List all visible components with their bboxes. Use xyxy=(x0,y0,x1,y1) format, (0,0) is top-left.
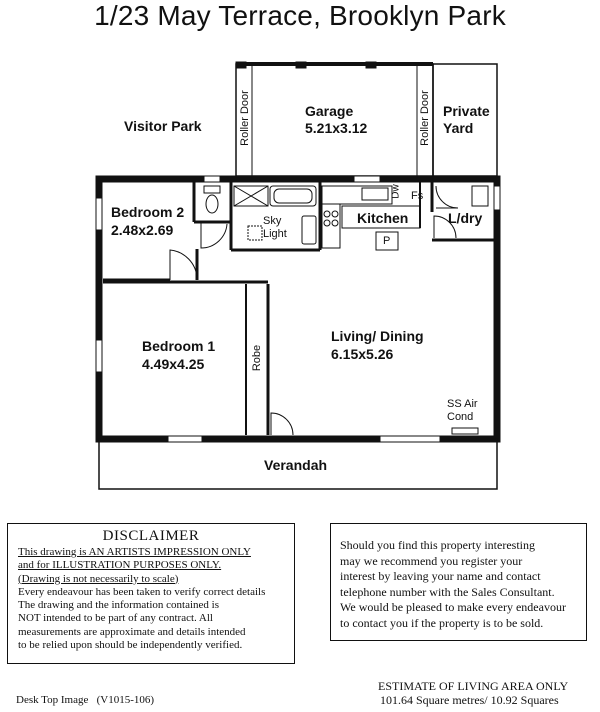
contact-line: interest by leaving your name and contact xyxy=(340,569,541,583)
page-title: 1/23 May Terrace, Brooklyn Park xyxy=(94,0,506,31)
visitor-park-label: Visitor Park xyxy=(124,118,202,134)
kitchen-dw-label: Dw xyxy=(390,184,402,199)
bedroom2-size: 2.48x2.69 xyxy=(111,222,174,238)
air-cond-label-line2: Cond xyxy=(447,411,474,423)
toilet-door-swing xyxy=(201,222,227,248)
disclaimer-line: The drawing and the information contained is xyxy=(18,599,219,612)
garage-name: Garage xyxy=(305,103,354,119)
vanity-basin xyxy=(302,216,316,244)
disclaimer-line: (Drawing is not necessarily to scale) xyxy=(18,572,179,585)
laundry-door-swing xyxy=(436,186,458,208)
disclaimer-box xyxy=(7,523,295,664)
disclaimer-line: NOT intended to be part of any contract. All xyxy=(18,612,213,625)
air-cond-label-line1: SS Air xyxy=(447,398,478,410)
contact-line: Should you find this property interesting xyxy=(340,538,535,552)
contact-box xyxy=(330,523,587,641)
living-size: 6.15x5.26 xyxy=(331,346,394,362)
disclaimer-line: to be relied upon should be independently verified. xyxy=(18,639,243,652)
disclaimer-heading: DISCLAIMER xyxy=(102,528,200,544)
air-conditioner-unit xyxy=(452,428,478,434)
robe-label: Robe xyxy=(251,344,263,372)
private-yard-label-line2: Yard xyxy=(443,120,474,136)
skylight-label-line1: Sky xyxy=(263,215,282,227)
contact-line: to contact you if the property is to be sold. xyxy=(340,615,544,630)
bedroom1-name: Bedroom 1 xyxy=(142,338,216,354)
disclaimer-line: Every endeavour has been taken to verify correct details xyxy=(18,585,266,598)
disclaimer-line: measurements are approximate and details intended xyxy=(18,625,246,638)
garage-door-post-left xyxy=(236,62,246,68)
bedroom1-door-swing xyxy=(271,413,293,435)
estimate-value: 101.64 Square metres/ 10.92 Squares xyxy=(380,693,559,707)
estimate-title: ESTIMATE OF LIVING AREA ONLY xyxy=(378,679,569,693)
disclaimer-line: and for ILLUSTRATION PURPOSES ONLY. xyxy=(18,559,222,572)
garage-size: 5.21x3.12 xyxy=(305,120,368,136)
image-reference: Desk Top Image (V1015-106) xyxy=(16,694,155,706)
bedroom2-name: Bedroom 2 xyxy=(111,204,185,220)
garage-roller-door-left: Roller Door xyxy=(239,90,251,146)
living-name: Living/ Dining xyxy=(331,328,424,344)
kitchen-name: Kitchen xyxy=(357,210,409,226)
verandah-label: Verandah xyxy=(264,457,328,473)
skylight-label-line2: Light xyxy=(263,228,287,240)
garage-roller-door-right: Roller Door xyxy=(419,90,431,146)
contact-line: telephone number with the Sales Consultant. xyxy=(340,584,555,599)
kitchen-pantry-label: P xyxy=(383,235,391,247)
private-yard-label-line1: Private xyxy=(443,103,490,119)
kitchen-bench-side xyxy=(322,204,340,248)
bedroom2-door-swing xyxy=(170,250,197,280)
laundry-trough xyxy=(472,186,488,206)
kitchen-fs-label: Fs xyxy=(411,190,424,202)
contact-line: may we recommend you register your xyxy=(340,553,523,568)
bedroom1-size: 4.49x4.25 xyxy=(142,356,205,372)
contact-line: We would be pleased to make every endeavour xyxy=(340,600,566,614)
kitchen-sink xyxy=(362,188,388,200)
disclaimer-line: This drawing is AN ARTISTS IMPRESSION ONLY xyxy=(18,546,251,558)
cooktop-burner xyxy=(324,211,330,217)
laundry-name: L/dry xyxy=(448,210,483,226)
toilet-bowl xyxy=(206,195,218,213)
kitchen-bench-top xyxy=(322,186,392,204)
skylight-box xyxy=(248,226,262,240)
